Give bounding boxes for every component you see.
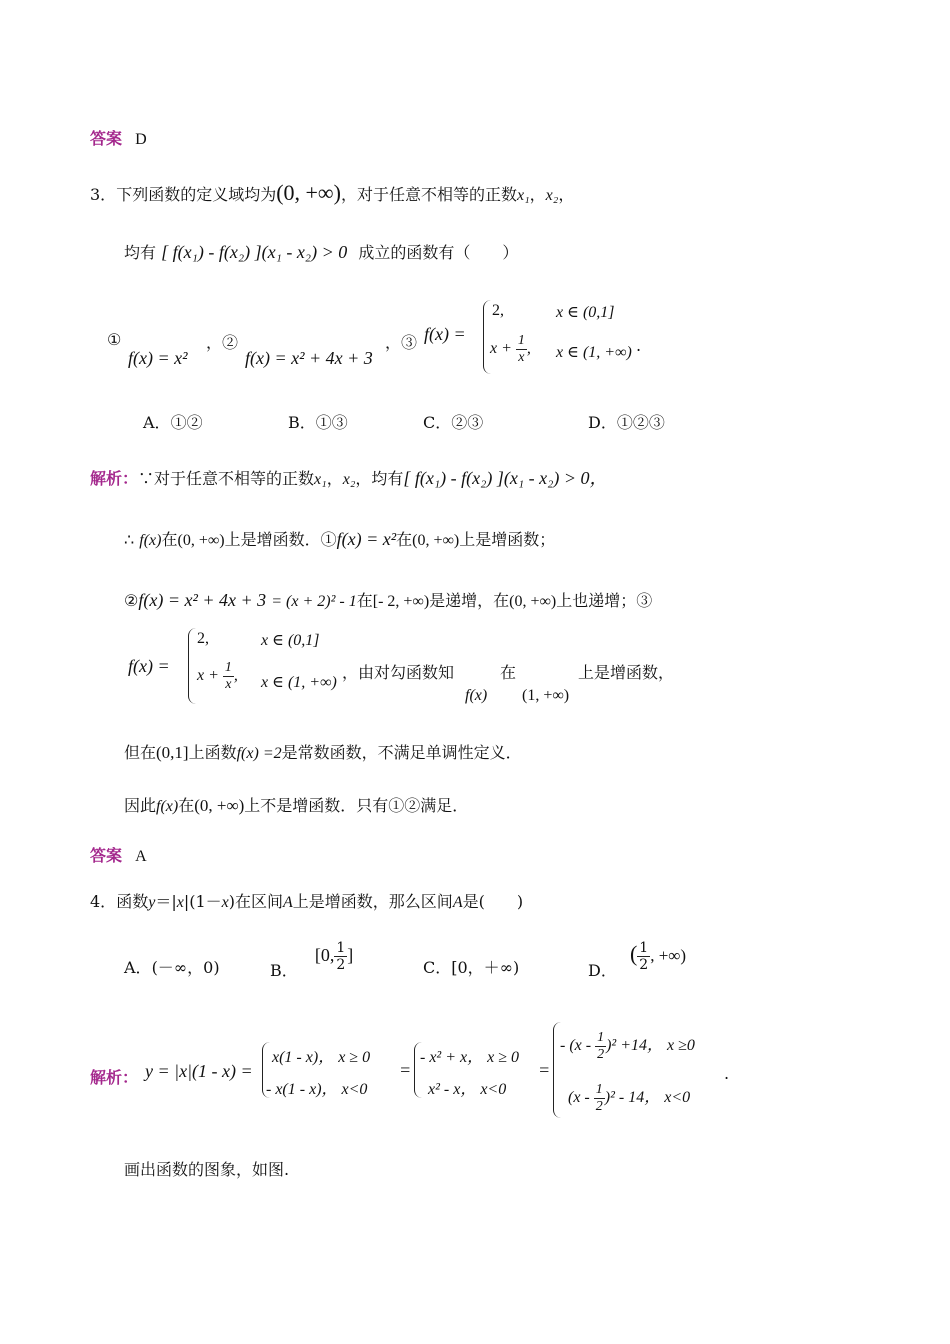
sol3-line6: 因此f(x)在(0, +∞)上不是增函数．只有①②满足． (124, 796, 469, 815)
sol4-case1b: - x(1 - x)， x<0 (266, 1081, 368, 1098)
sol3-case2: x + $\frac{1}{x}$ , (197, 660, 238, 692)
sol4-end: . (724, 1064, 730, 1083)
q4-option-d: D． ( $\frac{1}{2}$ , +∞) (588, 940, 687, 980)
domain-expr: (0, +∞) (276, 180, 341, 205)
f3-case1-cond: x ∈ (0,1] (556, 304, 615, 321)
sol4-eq2: = (399, 1060, 412, 1080)
f3-lhs: f(x) = (424, 324, 466, 344)
sol4-half-1: $\frac{1}{2}$ (597, 1030, 605, 1062)
sol3-line5: 但在(0,1]上函数f(x) =2是常数函数，不满足单调性定义． (124, 743, 522, 762)
sol3-increasing: 上是增函数， (578, 663, 675, 682)
sol3-in: 在 (500, 663, 517, 682)
sol3-case1-val: 2, (197, 630, 209, 647)
sol4-label: 解析： (90, 1068, 139, 1087)
q4-option-d-fraction: $\frac{1}{2}$ (639, 940, 649, 973)
sol4-case3a: - (x - $\frac{1}{2}$ )² +14， x ≥0 (560, 1030, 695, 1062)
sol4-case1a: x(1 - x)， x ≥ 0 (272, 1049, 371, 1066)
sol4-case2a: - x² + x， x ≥ 0 (420, 1049, 520, 1066)
q3-option-c: C．②③ (423, 413, 484, 432)
answer-value: D (135, 131, 147, 148)
sol3-fx-low: f(x) (465, 687, 488, 704)
sol4-case2b: x² - x， x<0 (428, 1081, 507, 1098)
sol3-line2: ∴ f(x)在(0, +∞)上是增函数．①f(x) = x²在(0, +∞)上是增函数； (124, 529, 556, 549)
q4-option-a: A．(－∞，0) (124, 958, 220, 977)
answer-label: 答案 (90, 129, 123, 148)
f2-mark: ，② (206, 333, 239, 352)
sol3-piece-lhs: f(x) = (128, 656, 170, 676)
sol4-eq3: = (538, 1060, 551, 1080)
condition-expr: [ f(x₁) - f(x₂) ](x₁ - x₂) > 0 (161, 242, 348, 262)
f3-end: . (636, 336, 642, 355)
f3-mark: ，③ (385, 333, 418, 352)
sol4-draw: 画出函数的图象，如图. (124, 1160, 290, 1179)
sol3-tick-text: ，由对勾函数知 (342, 663, 455, 682)
sol4-case3b: (x - $\frac{1}{2}$ )² - 14， x<0 (568, 1082, 691, 1114)
sol3-brace (188, 628, 197, 704)
sol3-fraction: $\frac{1}{x}$ (224, 660, 232, 692)
solution-label: 解析： (90, 469, 139, 488)
q3-option-b: B．①③ (288, 413, 348, 432)
q3-option-a: A．①② (143, 413, 203, 432)
sol3-dom-low: (1, +∞) (522, 687, 570, 704)
f3-fraction: $\frac{1}{x}$ (517, 333, 525, 365)
sol4-lhs: y = |x|(1 - x) = (145, 1061, 253, 1081)
answer-line-prev (90, 126, 147, 149)
q3-condition: 均有 [ f(x₁) - f(x₂) ](x₁ - x₂) > 0 成立的函数有（ ） (124, 242, 519, 262)
sol4-half-2: $\frac{1}{2}$ (595, 1082, 603, 1114)
f2-expr: f(x) = x² + 4x + 3 (245, 348, 373, 368)
q4-stem: 4．函数y＝|x|(1－x)在区间A上是增函数，那么区间A是( ) (90, 892, 524, 911)
sol3-line1: 解析：∵对于任意不相等的正数x₁，x₂，均有[ f(x₁) - f(x₂) ](x₁ - x₂) > 0， (90, 468, 608, 488)
f3-case2: x + $\frac{1}{x}$ , (490, 333, 531, 365)
f3-case1-val: 2, (492, 302, 504, 319)
q3-stem: 3．下列函数的定义域均为(0, +∞)，对于任意不相等的正数x₁，x₂， (90, 180, 575, 205)
q4-option-c: C．[0，＋∞) (423, 958, 520, 977)
sol3-line3: ②f(x) = x² + 4x + 3 = (x + 2)² - 1在[- 2, +∞)是递增，在(0, +∞)上也递增；③ (124, 590, 653, 610)
q4-option-b-fraction: $\frac{1}{2}$ (336, 940, 346, 973)
f1-expr: f(x) = x² (128, 348, 188, 368)
answer-line-3: 答案 A (90, 846, 147, 865)
q3-option-d: D．①②③ (588, 413, 665, 432)
f3-case2-cond: x ∈ (1, +∞) (556, 344, 632, 361)
sol3-case2-cond: x ∈ (1, +∞) (261, 674, 337, 691)
sol3-case1-cond: x ∈ (0,1] (261, 632, 320, 649)
f1-mark: ① (107, 330, 122, 349)
q4-option-b: B． [0, $\frac{1}{2}$ ] (270, 940, 354, 980)
